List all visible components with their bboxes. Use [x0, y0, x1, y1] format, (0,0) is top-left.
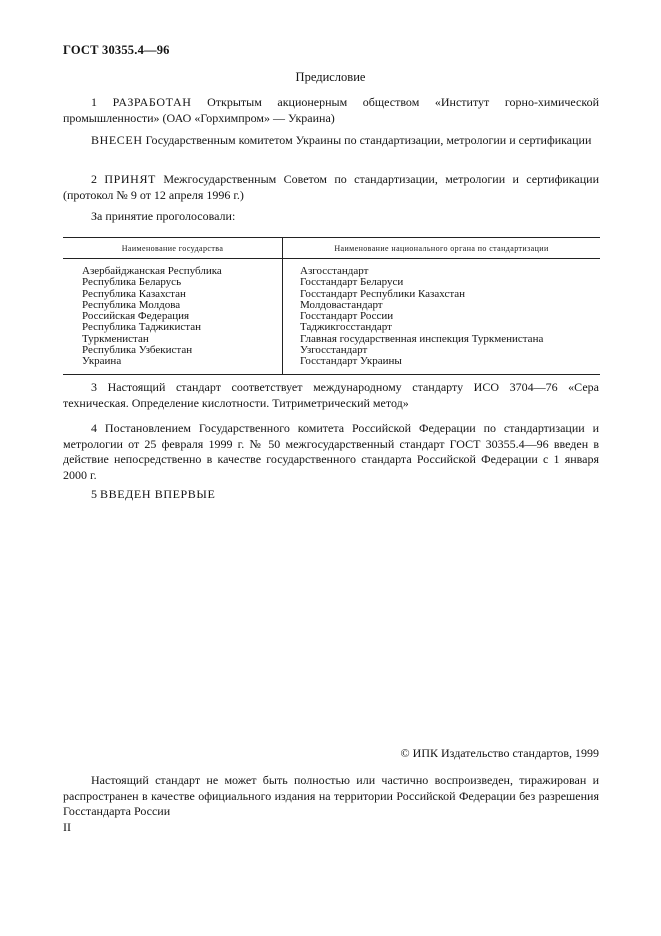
standards-body-name: Госстандарт России [300, 310, 394, 323]
paragraph-iso-correspondence: 3 Настоящий стандарт соответствует международному стандарту ИСО 3704—76 «Сера техническая. Определение кислотности. Титриметрический метод» [63, 380, 599, 410]
states-cell [63, 259, 283, 375]
state-name: Республика Казахстан [82, 287, 186, 300]
introduced-text: Государственным комитетом Украины по стандартизации, метрологии и сертификации [142, 133, 592, 147]
state-name: Украина [82, 355, 122, 368]
column-header-body: Наименование национального органа по стандартизации [283, 238, 601, 259]
voting-states-table [63, 237, 600, 375]
state-name: Республика Беларусь [82, 276, 182, 289]
standards-body-name: Главная государственная инспекция Туркменистана [300, 332, 544, 345]
standards-body-name: Азгосстандарт [300, 265, 369, 277]
first-introduced-text: ВВЕДЕН ВПЕРВЫЕ [100, 487, 216, 501]
standards-body-name: Таджикгосстандарт [300, 321, 392, 334]
item-number: 2 [91, 172, 105, 186]
item-number: 5 [91, 487, 100, 501]
paragraph-developed [63, 95, 599, 126]
table-row [63, 259, 600, 375]
column-header-state: Наименование государства [63, 238, 283, 259]
state-name: Туркменистан [82, 332, 149, 345]
state-name: Республика Таджикистан [82, 321, 201, 334]
item-number: 1 [91, 95, 113, 109]
copyright-line: © ИПК Издательство стандартов, 1999 [400, 746, 599, 760]
introduced-keyword: ВНЕСЕН [91, 133, 143, 147]
state-name: Республика Узбекистан [82, 344, 193, 357]
standards-body-name: Госстандарт Украины [300, 355, 402, 368]
paragraph-adopted [63, 172, 599, 203]
standards-body-name: Госстандарт Республики Казахстан [300, 287, 466, 300]
page-number: II [63, 820, 71, 834]
developed-text: Открытым акционерным обществом «Институт горно-химической промышленности» (ОАО «Горхимпром» — Украина) [63, 95, 600, 125]
state-name: Азербайджанская Республика [82, 265, 222, 277]
adopted-keyword: ПРИНЯТ [104, 172, 156, 186]
paragraph-introduced [63, 133, 599, 149]
vote-intro: За принятие проголосовали: [91, 209, 236, 223]
state-name: Республика Молдова [82, 298, 181, 311]
table-header-row [63, 238, 600, 259]
developed-keyword: РАЗРАБОТАН [112, 95, 192, 109]
paragraph-first-introduced [63, 487, 599, 503]
standards-body-name: Молдовастандарт [300, 298, 383, 311]
paragraph-enactment: 4 Постановлением Государственного комитета Российской Федерации по стандартизации и метрологии от 25 февраля 1999 г. № 50 межгосударственный стандарт ГОСТ 30355.4—96 введен в действие непосредственно в качестве государственного стандарта Российской Федерации с 1 января 2000 г. [63, 421, 599, 482]
standard-code-header: ГОСТ 30355.4—96 [63, 43, 170, 57]
standards-body-name: Госстандарт Беларуси [300, 276, 404, 289]
state-name: Российская Федерация [82, 310, 190, 323]
bodies-cell [283, 259, 601, 375]
adopted-text: Межгосударственным Советом по стандартизации, метрологии и сертификации (протокол № 9 от 12 апреля 1996 г.) [63, 172, 600, 202]
standards-body-name: Узгосстандарт [300, 344, 368, 357]
reproduction-notice: Настоящий стандарт не может быть полностью или частично воспроизведен, тиражирован и распространен в качестве официального издания на территории Российской Федерации без разрешения Госстандарта России [63, 773, 599, 818]
section-title: Предисловие [295, 70, 366, 84]
